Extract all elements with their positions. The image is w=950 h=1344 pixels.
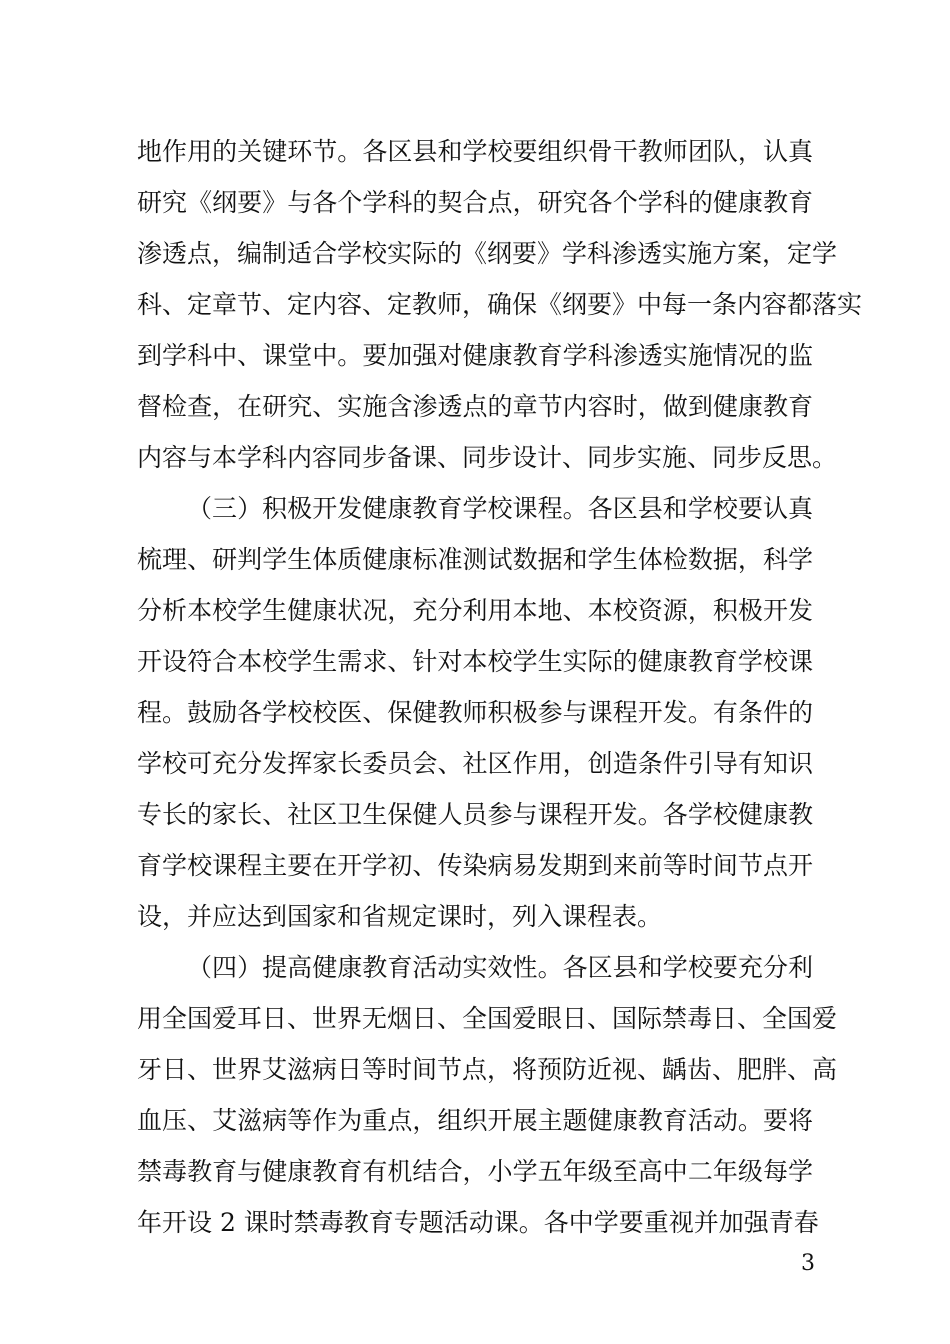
text-line: 育学校课程主要在开学初、传染病易发期到来前等时间节点开 [137, 851, 813, 880]
text-line: 程。鼓励各学校校医、保健教师积极参与课程开发。有条件的 [137, 698, 813, 727]
text-line: 学校可充分发挥家长委员会、社区作用，创造条件引导有知识 [137, 749, 813, 778]
page-number: 3 [801, 1251, 815, 1276]
text-line: 研究《纲要》与各个学科的契合点，研究各个学科的健康教育 [137, 188, 813, 217]
text-line: 开设符合本校学生需求、针对本校学生实际的健康教育学校课 [137, 647, 813, 676]
text-line: 到学科中、课堂中。要加强对健康教育学科渗透实施情况的监 [137, 341, 813, 370]
text-line: 渗透点，编制适合学校实际的《纲要》学科渗透实施方案，定学 [137, 239, 838, 268]
text-line: 科、定章节、定内容、定教师，确保《纲要》中每一条内容都落实 [137, 290, 863, 319]
text-line: 禁毒教育与健康教育有机结合，小学五年级至高中二年级每学 [137, 1157, 813, 1186]
text-line: 牙日、世界艾滋病日等时间节点，将预防近视、龋齿、肥胖、高 [137, 1055, 838, 1084]
text-line: 内容与本学科内容同步备课、同步设计、同步实施、同步反思。 [137, 443, 838, 472]
text-line: 分析本校学生健康状况，充分利用本地、本校资源，积极开发 [137, 596, 813, 625]
text-line: 设，并应达到国家和省规定课时，列入课程表。 [137, 902, 663, 931]
text-line: 年开设 2 课时禁毒教育专题活动课。各中学要重视并加强青春 [137, 1208, 819, 1237]
text-line: 血压、艾滋病等作为重点，组织开展主题健康教育活动。要将 [137, 1106, 813, 1135]
text-line: 督检查，在研究、实施含渗透点的章节内容时，做到健康教育 [137, 392, 813, 421]
text-line: 专长的家长、社区卫生保健人员参与课程开发。各学校健康教 [137, 800, 813, 829]
text-line: 用全国爱耳日、世界无烟日、全国爱眼日、国际禁毒日、全国爱 [137, 1004, 838, 1033]
section-heading-line: （三）积极开发健康教育学校课程。各区县和学校要认真 [187, 494, 813, 523]
section-heading-line: （四）提高健康教育活动实效性。各区县和学校要充分利 [187, 953, 813, 982]
text-line: 梳理、研判学生体质健康标准测试数据和学生体检数据，科学 [137, 545, 813, 574]
text-line: 地作用的关键环节。各区县和学校要组织骨干教师团队，认真 [137, 137, 813, 166]
